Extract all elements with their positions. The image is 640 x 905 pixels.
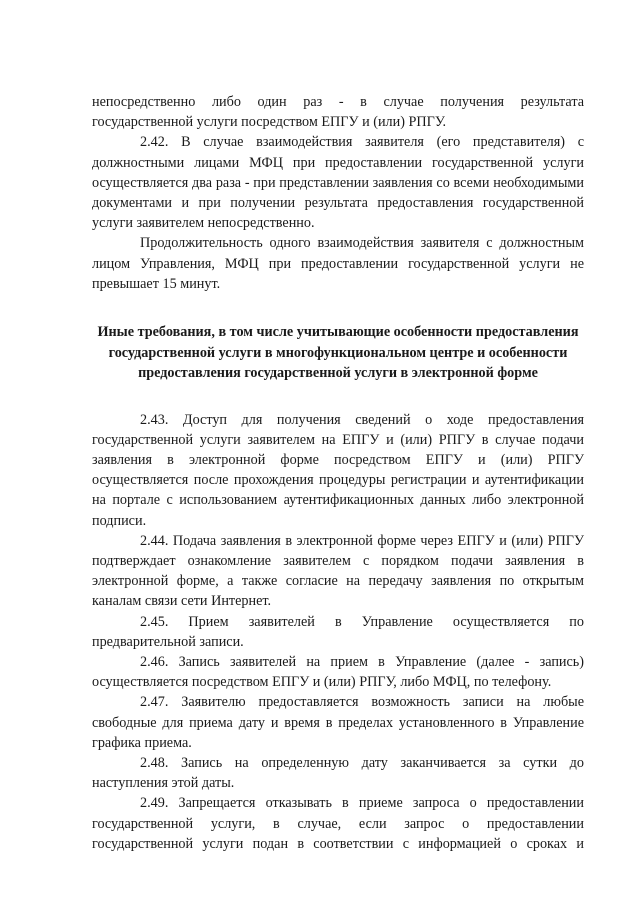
paragraph-2-48: 2.48. Запись на определенную дату заканчивается за сутки до наступления этой даты. <box>92 754 584 792</box>
paragraph-2-44: 2.44. Подача заявления в электронной форме через ЕПГУ и (или) РПГУ подтверждает ознакомление заявителем с порядком подачи заявления в электронной форме, а также согласие на передачу заявления по открытым каналам связи сети Интернет. <box>92 532 584 610</box>
paragraph-duration: Продолжительность одного взаимодействия заявителя с должностным лицом Управления, МФЦ при предоставлении государственной услуги не превышает 15 минут. <box>92 235 584 292</box>
paragraph-2-49: 2.49. Запрещается отказывать в приеме запроса о предоставлении государственной услуги, в случае, если запрос о предоставлении государственной услуги подан в соответствии с информацией о сроках и <box>92 795 584 852</box>
section-heading: Иные требования, в том числе учитывающие особенности предоставления государственной услуги в многофункциональном центре и особенности предоставления государственной услуги в электронной форме <box>97 324 579 382</box>
paragraph-continuation: непосредственно либо один раз - в случае получения результата государственной услуги посредством ЕПГУ и (или) РПГУ. <box>92 94 584 131</box>
paragraph-2-46: 2.46. Запись заявителей на прием в Управление (далее - запись) осуществляется посредством ЕПГУ и (или) РПГУ, либо МФЦ, по телефону. <box>92 653 584 691</box>
paragraph-2-42: 2.42. В случае взаимодействия заявителя (его представителя) с должностными лицами МФЦ при предоставлении государственной услуги осуществляется два раза - при представлении заявления со всеми необходимыми документами и при получении результата предоставления государственной услуги заявителем непосредственно. <box>92 134 584 232</box>
paragraph-2-43: 2.43. Доступ для получения сведений о ходе предоставления государственной услуги заявителем на ЕПГУ и (или) РПГУ в случае подачи заявления в электронной форме посредством ЕПГУ и (или) РПГУ осуществляется после прохождения процедуры регистрации и аутентификации на портале с использованием аутентификационных данных либо электронной подписи. <box>92 411 584 529</box>
paragraph-2-45: 2.45. Прием заявителей в Управление осуществляется по предварительной записи. <box>92 613 584 650</box>
paragraph-2-47: 2.47. Заявителю предоставляется возможность записи на любые свободные для приема дату и время в пределах установленного в Управление графика приема. <box>92 694 584 751</box>
